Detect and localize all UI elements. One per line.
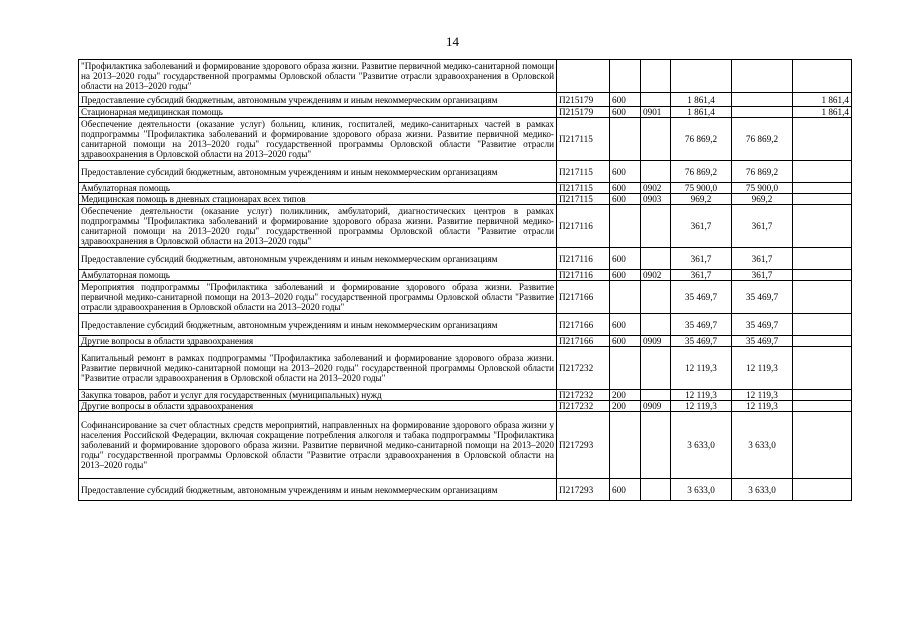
row-amount-3-cell (793, 347, 852, 390)
row-amount-1-cell: 76 869,2 (671, 118, 732, 161)
row-amount-3-cell (793, 161, 852, 183)
row-code-cell: П217115 (557, 194, 610, 205)
row-expense-type-cell: 600 (610, 314, 641, 336)
table-row (79, 336, 852, 347)
table-row (79, 205, 852, 248)
row-section-cell: 0903 (641, 194, 671, 205)
row-name-cell: Предоставление субсидий бюджетным, автономным учреждениям и иным некоммерческим организациям (79, 93, 557, 107)
row-amount-2-cell: 361,7 (732, 248, 793, 270)
row-name-cell: Софинансирование за счет областных средств мероприятий, направленных на формирование здорового образа жизни у населения Российской Федерации, включая сокращение потребления алкоголя и табака подпрограммы "Профилактика заболеваний и формирование здорового образа жизни. Развитие первичной медико-санитарной помощи на 2013–2020 годы" государственной программы Орловской области "Развитие отрасли здравоохранения в Орловской области на 2013–2020 годы" (79, 412, 557, 479)
row-amount-1-cell: 3 633,0 (671, 412, 732, 479)
row-code-cell: П217293 (557, 479, 610, 501)
row-expense-type-cell (610, 412, 641, 479)
row-section-cell: 0909 (641, 336, 671, 347)
row-code-cell: П217166 (557, 314, 610, 336)
row-amount-2-cell: 76 869,2 (732, 118, 793, 161)
row-section-cell (641, 60, 671, 93)
table-row (79, 401, 852, 412)
row-amount-2-cell: 35 469,7 (732, 314, 793, 336)
table-row (79, 161, 852, 183)
row-amount-1-cell (671, 60, 732, 93)
row-amount-3-cell (793, 118, 852, 161)
row-section-cell: 0901 (641, 107, 671, 118)
budget-table (78, 59, 852, 501)
table-row (79, 93, 852, 107)
row-amount-1-cell: 361,7 (671, 205, 732, 248)
row-amount-3-cell (793, 479, 852, 501)
row-amount-1-cell: 969,2 (671, 194, 732, 205)
table-row (79, 248, 852, 270)
row-name-cell: Предоставление субсидий бюджетным, автономным учреждениям и иным некоммерческим организациям (79, 161, 557, 183)
row-amount-3-cell (793, 248, 852, 270)
row-section-cell (641, 118, 671, 161)
row-amount-1-cell: 35 469,7 (671, 314, 732, 336)
row-amount-2-cell: 76 869,2 (732, 161, 793, 183)
row-section-cell: 0902 (641, 270, 671, 281)
row-expense-type-cell: 600 (610, 479, 641, 501)
row-amount-3-cell (793, 281, 852, 314)
row-name-cell: Медицинская помощь в дневных стационарах всех типов (79, 194, 557, 205)
row-amount-2-cell: 361,7 (732, 270, 793, 281)
row-section-cell: 0909 (641, 401, 671, 412)
row-amount-3-cell (793, 336, 852, 347)
row-amount-1-cell: 12 119,3 (671, 347, 732, 390)
row-amount-1-cell: 361,7 (671, 270, 732, 281)
row-code-cell: П217115 (557, 118, 610, 161)
row-amount-2-cell (732, 60, 793, 93)
table-row (79, 60, 852, 93)
row-amount-1-cell: 12 119,3 (671, 390, 732, 401)
row-amount-1-cell: 12 119,3 (671, 401, 732, 412)
row-name-cell: Амбулаторная помощь (79, 270, 557, 281)
row-expense-type-cell: 600 (610, 161, 641, 183)
table-row (79, 314, 852, 336)
row-expense-type-cell: 600 (610, 194, 641, 205)
row-name-cell: Предоставление субсидий бюджетным, автономным учреждениям и иным некоммерческим организациям (79, 314, 557, 336)
row-amount-1-cell: 75 900,0 (671, 183, 732, 194)
row-expense-type-cell (610, 281, 641, 314)
table-row (79, 412, 852, 479)
row-amount-2-cell: 3 633,0 (732, 479, 793, 501)
row-section-cell (641, 161, 671, 183)
row-expense-type-cell: 200 (610, 401, 641, 412)
row-code-cell: П217232 (557, 401, 610, 412)
row-expense-type-cell: 200 (610, 390, 641, 401)
row-code-cell: П217115 (557, 161, 610, 183)
row-code-cell: П217166 (557, 336, 610, 347)
row-expense-type-cell: 600 (610, 107, 641, 118)
row-name-cell: Капитальный ремонт в рамках подпрограммы "Профилактика заболеваний и формирование здорового образа жизни. Развитие первичной медико-санитарной помощи на 2013–2020 годы" государственной программы Орловской области "Развитие отрасли здравоохранения в Орловской области на 2013–2020 годы" (79, 347, 557, 390)
row-code-cell: П217116 (557, 270, 610, 281)
row-amount-2-cell: 12 119,3 (732, 401, 793, 412)
row-code-cell: П217293 (557, 412, 610, 479)
row-code-cell (557, 60, 610, 93)
page-number: 14 (446, 34, 459, 49)
row-code-cell: П217232 (557, 390, 610, 401)
row-amount-2-cell: 12 119,3 (732, 347, 793, 390)
row-expense-type-cell: 600 (610, 248, 641, 270)
row-expense-type-cell (610, 60, 641, 93)
row-amount-1-cell: 76 869,2 (671, 161, 732, 183)
table-row (79, 347, 852, 390)
table-row (79, 118, 852, 161)
row-expense-type-cell: 600 (610, 183, 641, 194)
row-amount-2-cell: 3 633,0 (732, 412, 793, 479)
row-amount-3-cell: 1 861,4 (793, 93, 852, 107)
table-row (79, 194, 852, 205)
row-amount-3-cell (793, 314, 852, 336)
row-amount-2-cell (732, 107, 793, 118)
table-row (79, 107, 852, 118)
row-amount-3-cell: 1 861,4 (793, 107, 852, 118)
row-name-cell: Другие вопросы в области здравоохранения (79, 336, 557, 347)
row-expense-type-cell (610, 205, 641, 248)
row-amount-2-cell (732, 93, 793, 107)
row-amount-3-cell (793, 401, 852, 412)
row-amount-3-cell (793, 194, 852, 205)
row-code-cell: П217116 (557, 248, 610, 270)
row-amount-1-cell: 35 469,7 (671, 281, 732, 314)
row-section-cell (641, 93, 671, 107)
row-name-cell: Мероприятия подпрограммы "Профилактика заболеваний и формирование здорового образа жизни. Развитие первичной медико-санитарной помощи на 2013–2020 годы" государственной программы Орловской области "Развитие отрасли здравоохранения в Орловской области на 2013–2020 годы" (79, 281, 557, 314)
table-row (79, 183, 852, 194)
row-name-cell: Обеспечение деятельности (оказание услуг) поликлиник, амбулаторий, диагностических центров в рамках подпрограммы "Профилактика заболеваний и формирование здорового образа жизни. Развитие первичной медико-санитарной помощи на 2013–2020 годы" государственной программы Орловской области "Развитие отрасли здравоохранения в Орловской области на 2013–2020 годы" (79, 205, 557, 248)
row-section-cell (641, 281, 671, 314)
row-code-cell: П217115 (557, 183, 610, 194)
row-amount-1-cell: 361,7 (671, 248, 732, 270)
budget-table-body (79, 60, 852, 501)
row-expense-type-cell (610, 118, 641, 161)
row-name-cell: Предоставление субсидий бюджетным, автономным учреждениям и иным некоммерческим организациям (79, 248, 557, 270)
row-amount-1-cell: 35 469,7 (671, 336, 732, 347)
row-amount-2-cell: 361,7 (732, 205, 793, 248)
row-section-cell: 0902 (641, 183, 671, 194)
row-amount-2-cell: 969,2 (732, 194, 793, 205)
row-section-cell (641, 248, 671, 270)
row-section-cell (641, 314, 671, 336)
row-amount-3-cell (793, 412, 852, 479)
row-code-cell: П217166 (557, 281, 610, 314)
row-amount-3-cell (793, 270, 852, 281)
row-name-cell: Амбулаторная помощь (79, 183, 557, 194)
row-amount-2-cell: 35 469,7 (732, 336, 793, 347)
row-amount-1-cell: 1 861,4 (671, 93, 732, 107)
row-code-cell: П217116 (557, 205, 610, 248)
row-name-cell: "Профилактика заболеваний и формирование здорового образа жизни. Развитие первичной медико-санитарной помощи на 2013–2020 годы" государственной программы Орловской области "Развитие отрасли здравоохранения в Орловской области на 2013–2020 годы" (79, 60, 557, 93)
table-row (79, 390, 852, 401)
row-amount-1-cell: 3 633,0 (671, 479, 732, 501)
row-section-cell (641, 390, 671, 401)
row-section-cell (641, 479, 671, 501)
row-amount-1-cell: 1 861,4 (671, 107, 732, 118)
row-name-cell: Обеспечение деятельности (оказание услуг) больниц, клиник, госпиталей, медико-санитарных частей в рамках подпрограммы "Профилактика заболеваний и формирование здорового образа жизни. Развитие первичной медико-санитарной помощи на 2013–2020 годы" государственной программы Орловской области "Развитие отрасли здравоохранения в Орловской области на 2013–2020 годы" (79, 118, 557, 161)
row-amount-2-cell: 35 469,7 (732, 281, 793, 314)
row-section-cell (641, 412, 671, 479)
row-name-cell: Закупка товаров, работ и услуг для государственных (муниципальных) нужд (79, 390, 557, 401)
row-expense-type-cell: 600 (610, 270, 641, 281)
row-amount-3-cell (793, 183, 852, 194)
table-row (79, 270, 852, 281)
row-amount-3-cell (793, 60, 852, 93)
row-amount-2-cell: 75 900,0 (732, 183, 793, 194)
row-amount-3-cell (793, 205, 852, 248)
row-section-cell (641, 205, 671, 248)
table-row (79, 281, 852, 314)
row-name-cell: Предоставление субсидий бюджетным, автономным учреждениям и иным некоммерческим организациям (79, 479, 557, 501)
row-section-cell (641, 347, 671, 390)
row-code-cell: П217232 (557, 347, 610, 390)
row-amount-2-cell: 12 119,3 (732, 390, 793, 401)
row-code-cell: П215179 (557, 93, 610, 107)
row-name-cell: Стационарная медицинская помощь (79, 107, 557, 118)
table-row (79, 479, 852, 501)
row-expense-type-cell (610, 347, 641, 390)
row-name-cell: Другие вопросы в области здравоохранения (79, 401, 557, 412)
row-amount-3-cell (793, 390, 852, 401)
row-expense-type-cell: 600 (610, 93, 641, 107)
row-expense-type-cell: 600 (610, 336, 641, 347)
row-code-cell: П215179 (557, 107, 610, 118)
